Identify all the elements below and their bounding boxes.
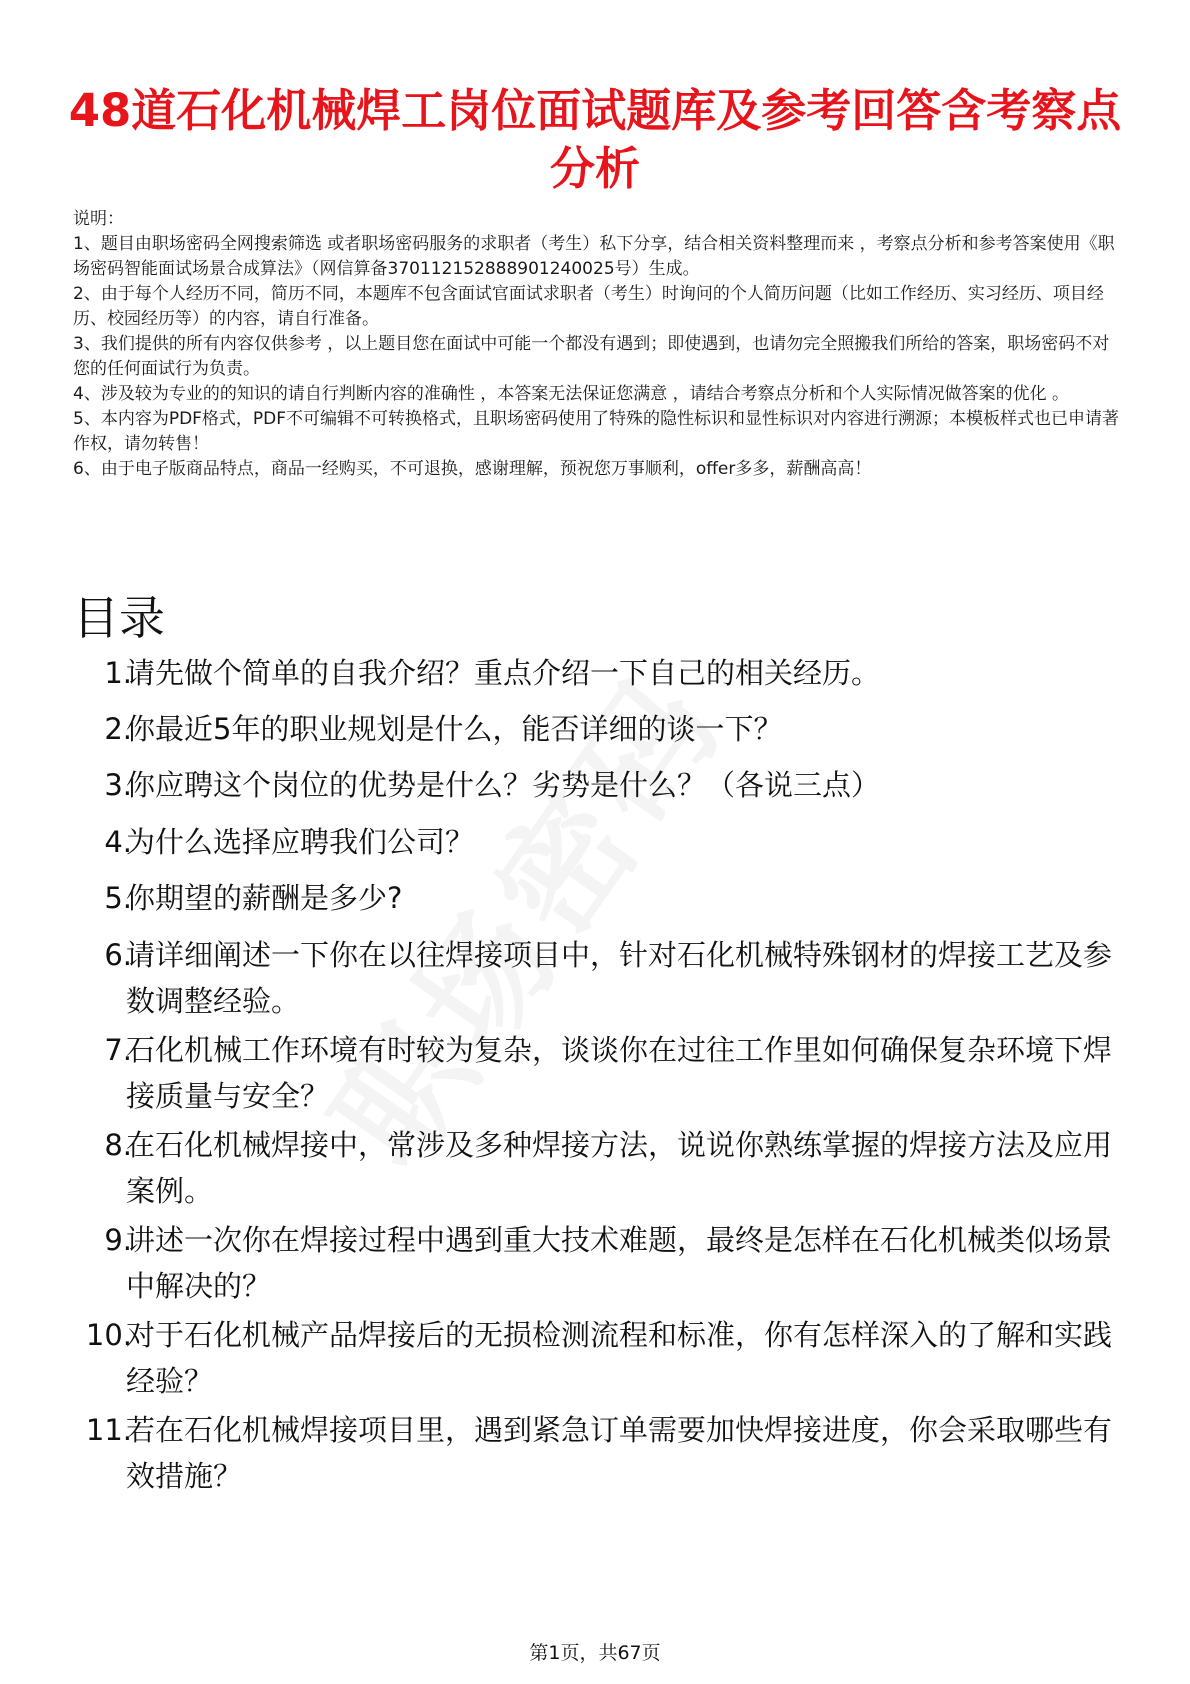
notes-section bbox=[73, 207, 1123, 482]
note-item: 1、题目由职场密码全网搜索筛选 或者职场密码服务的求职者（考生）私下分享，结合相关资料整理而来 ，考察点分析和参考答案使用《职场密码智能面试场景合成算法》（网信算备370112152888901240025号）生成。 bbox=[73, 234, 1115, 279]
toc-item-number: 7. bbox=[104, 1033, 132, 1067]
toc-heading: 目录 bbox=[73, 591, 165, 645]
toc-item-text: 请先做个简单的自我介绍？重点介绍一下自己的相关经历。 bbox=[126, 656, 881, 690]
note-item: 4、涉及较为专业的的知识的请自行判断内容的准确性 ，本答案无法保证您满意 ，请结合考察点分析和个人实际情况做答案的优化 。 bbox=[73, 384, 1070, 404]
toc-item-number: 2. bbox=[104, 712, 132, 746]
toc-item-number: 4. bbox=[104, 825, 132, 859]
toc-item-number: 11. bbox=[85, 1413, 132, 1447]
toc-item-text: 为什么选择应聘我们公司？ bbox=[126, 825, 475, 859]
toc-item-number: 10. bbox=[85, 1318, 132, 1352]
note-item: 3、我们提供的所有内容仅供参考 ，以上题目您在面试中可能一个都没有遇到；即使遇到，也请勿完全照搬我们所给的答案，职场密码不对您的任何面试行为负责。 bbox=[73, 334, 1110, 379]
toc-item-text: 讲述一次你在焊接过程中遇到重大技术难题，最终是怎样在石化机械类似场景中解决的？ bbox=[126, 1223, 1113, 1303]
toc-item-text: 在石化机械焊接中，常涉及多种焊接方法，说说你熟练掌握的焊接方法及应用案例。 bbox=[126, 1128, 1113, 1208]
toc-item-text: 若在石化机械焊接项目里，遇到紧急订单需要加快焊接进度，你会采取哪些有效措施？ bbox=[126, 1413, 1113, 1493]
toc-item-text: 对于石化机械产品焊接后的无损检测流程和标准，你有怎样深入的了解和实践经验？ bbox=[126, 1318, 1113, 1398]
note-item: 6、由于电子版商品特点，商品一经购买，不可退换，感谢理解，预祝您万事顺利，offer多多，薪酬高高！ bbox=[73, 459, 872, 479]
toc-item-number: 8. bbox=[104, 1128, 132, 1162]
document-title: 48道石化机械焊工岗位面试题库及参考回答含考察点分析 bbox=[68, 84, 1122, 196]
page-footer: 第1页，共67页 bbox=[529, 1642, 661, 1664]
toc-item-number: 6. bbox=[104, 938, 132, 972]
toc-item-text: 你期望的薪酬是多少? bbox=[126, 881, 403, 915]
toc-item-number: 9. bbox=[104, 1223, 132, 1257]
toc-item-text: 石化机械工作环境有时较为复杂，谈谈你在过往工作里如何确保复杂环境下焊接质量与安全？ bbox=[126, 1033, 1113, 1113]
toc-item-number: 5. bbox=[104, 881, 132, 915]
toc-item-number: 1. bbox=[104, 656, 132, 690]
notes-heading: 说明： bbox=[73, 209, 124, 229]
note-item: 5、本内容为PDF格式，PDF不可编辑不可转换格式，且职场密码使用了特殊的隐性标识和显性标识对内容进行溯源；本模板样式也已申请著作权，请勿转售！ bbox=[73, 409, 1120, 454]
toc-item-text: 你最近5年的职业规划是什么，能否详细的谈一下？ bbox=[126, 712, 783, 746]
toc-item-number: 3. bbox=[104, 768, 132, 802]
note-item: 2、由于每个人经历不同，简历不同，本题库不包含面试官面试求职者（考生）时询问的个人简历问题（比如工作经历、实习经历、项目经历、校园经历等）的内容，请自行准备。 bbox=[73, 284, 1104, 329]
toc-item-text: 请详细阐述一下你在以往焊接项目中，针对石化机械特殊钢材的焊接工艺及参数调整经验。 bbox=[126, 938, 1113, 1018]
toc-item-text: 你应聘这个岗位的优势是什么？劣势是什么？（各说三点） bbox=[126, 768, 881, 802]
